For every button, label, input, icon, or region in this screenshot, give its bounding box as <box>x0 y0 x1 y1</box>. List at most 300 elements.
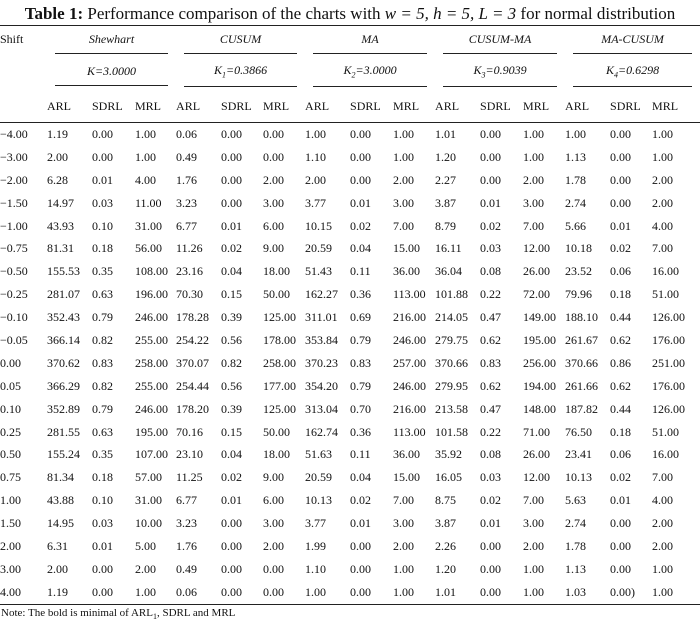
shift-cell: 3.00 <box>0 561 21 576</box>
value-cell: 1.00 <box>652 149 674 164</box>
value-cell: 216.00 <box>393 401 427 416</box>
value-cell: 0.08 <box>480 264 502 279</box>
value-cell: 162.27 <box>305 287 339 302</box>
value-cell: 0.04 <box>221 264 243 279</box>
value-cell: 0.01 <box>350 195 372 210</box>
value-cell: 0.02 <box>480 218 502 233</box>
value-cell: 1.99 <box>305 538 327 553</box>
value-cell: 0.82 <box>92 332 113 347</box>
value-cell: 0.02 <box>480 493 502 508</box>
value-cell: 16.11 <box>435 241 462 256</box>
value-cell: 0.82 <box>221 355 243 370</box>
shift-cell: 4.00 <box>0 584 21 599</box>
value-cell: 43.93 <box>47 218 74 233</box>
value-cell: 0.00 <box>350 538 372 553</box>
value-cell: 70.16 <box>176 424 204 439</box>
k-value-row <box>0 60 700 90</box>
value-cell: 0.62 <box>610 378 632 393</box>
value-cell: 2.00 <box>523 538 545 553</box>
value-cell: 0.00 <box>480 538 502 553</box>
value-cell: 0.03 <box>92 195 113 210</box>
value-cell: 1.00 <box>393 149 415 164</box>
table-row <box>0 443 700 466</box>
table-row <box>0 306 700 329</box>
value-cell: 1.00 <box>565 126 587 141</box>
value-cell: 57.00 <box>135 470 162 485</box>
value-cell: 281.07 <box>47 287 80 302</box>
metric-header-arl: ARL <box>47 98 71 113</box>
value-cell: 1.00 <box>652 584 674 599</box>
shift-cell: 0.05 <box>0 378 21 393</box>
value-cell: 35.92 <box>435 447 463 462</box>
value-cell: 7.00 <box>523 493 545 508</box>
value-cell: 213.58 <box>435 401 469 416</box>
value-cell: 3.77 <box>305 195 327 210</box>
value-cell: 0.15 <box>221 287 243 302</box>
value-cell: 125.00 <box>263 310 297 325</box>
value-cell: 9.00 <box>263 241 285 256</box>
metric-header-row <box>0 90 700 123</box>
value-cell: 0.83 <box>350 355 372 370</box>
value-cell: 176.00 <box>652 378 686 393</box>
value-cell: 0.18 <box>92 470 113 485</box>
value-cell: 1.00 <box>393 561 415 576</box>
k-value-cusum: $K_1=0.3866$ <box>176 60 305 90</box>
value-cell: 194.00 <box>523 378 557 393</box>
value-cell: 7.00 <box>393 218 415 233</box>
value-cell: 149.00 <box>523 310 557 325</box>
metric-header-arl: ARL <box>565 98 590 113</box>
value-cell: 0.39 <box>221 401 243 416</box>
value-cell: 0.69 <box>350 310 372 325</box>
value-cell: 0.11 <box>350 264 371 279</box>
value-cell: 36.00 <box>393 447 421 462</box>
table-row <box>0 466 700 489</box>
caption-params: w = 5, h = 5, L = 3 <box>384 4 517 23</box>
value-cell: 370.66 <box>435 355 469 370</box>
value-cell: 0.03 <box>92 516 113 531</box>
value-cell: 246.00 <box>393 332 427 347</box>
value-cell: 0.01 <box>610 218 632 233</box>
value-cell: 81.31 <box>47 241 74 256</box>
value-cell: 0.10 <box>92 218 113 233</box>
value-cell: 0.00 <box>350 584 372 599</box>
value-cell: 0.79 <box>92 310 113 325</box>
value-cell: 0.00 <box>263 561 285 576</box>
value-cell: 0.10 <box>92 493 113 508</box>
performance-table <box>0 25 700 605</box>
value-cell: 0.79 <box>350 332 372 347</box>
value-cell: 2.00 <box>523 172 545 187</box>
value-cell: 0.22 <box>480 287 502 302</box>
value-cell: 10.15 <box>305 218 333 233</box>
value-cell: 18.00 <box>263 447 291 462</box>
value-cell: 0.02 <box>610 470 632 485</box>
value-cell: 1.00 <box>305 584 327 599</box>
value-cell: 3.87 <box>435 516 457 531</box>
shift-cell: 0.75 <box>0 470 21 485</box>
value-cell: 3.87 <box>435 195 457 210</box>
shift-cell: −0.05 <box>0 332 28 347</box>
value-cell: 196.00 <box>135 287 168 302</box>
value-cell: 0.18 <box>610 424 632 439</box>
shift-header: Shift <box>0 32 24 46</box>
value-cell: 0.15 <box>221 424 243 439</box>
shift-cell: −4.00 <box>0 126 28 141</box>
value-cell: 0.47 <box>480 401 502 416</box>
value-cell: 2.00 <box>652 195 674 210</box>
value-cell: 281.55 <box>47 424 80 439</box>
value-cell: 0.04 <box>350 470 372 485</box>
value-cell: 1.13 <box>565 561 587 576</box>
value-cell: 0.08 <box>480 447 502 462</box>
value-cell: 353.84 <box>305 332 339 347</box>
value-cell: 2.00 <box>393 538 415 553</box>
shift-cell: 0.50 <box>0 447 21 462</box>
value-cell: 0.62 <box>610 332 632 347</box>
metric-header-arl: ARL <box>305 98 330 113</box>
metric-header-arl: ARL <box>435 98 460 113</box>
value-cell: 2.26 <box>435 538 457 553</box>
metric-header-mrl: MRL <box>135 98 162 113</box>
value-cell: 0.36 <box>350 287 372 302</box>
value-cell: 3.00 <box>393 195 415 210</box>
value-cell: 0.00 <box>221 516 243 531</box>
value-cell: 1.00 <box>393 126 415 141</box>
shift-cell: 0.00 <box>0 355 21 370</box>
value-cell: 10.00 <box>135 516 162 531</box>
value-cell: 0.63 <box>92 287 113 302</box>
value-cell: 0.01 <box>480 195 502 210</box>
value-cell: 188.10 <box>565 310 599 325</box>
value-cell: 1.78 <box>565 538 587 553</box>
value-cell: 0.56 <box>221 378 243 393</box>
value-cell: 255.00 <box>135 378 168 393</box>
value-cell: 0.00 <box>221 195 243 210</box>
value-cell: 178.20 <box>176 401 210 416</box>
value-cell: 51.43 <box>305 264 333 279</box>
shift-cell: −0.10 <box>0 310 28 325</box>
value-cell: 0.00 <box>480 126 502 141</box>
shift-cell: −3.00 <box>0 149 28 164</box>
value-cell: 101.58 <box>435 424 469 439</box>
value-cell: 0.02 <box>350 218 372 233</box>
value-cell: 1.76 <box>176 172 198 187</box>
value-cell: 7.00 <box>393 493 415 508</box>
table-row <box>0 146 700 169</box>
value-cell: 257.00 <box>393 355 427 370</box>
value-cell: 2.00 <box>135 561 156 576</box>
value-cell: 0.00 <box>610 538 632 553</box>
value-cell: 126.00 <box>652 401 686 416</box>
group-header-shewhart: Shewhart <box>47 26 176 61</box>
value-cell: 0.35 <box>92 264 113 279</box>
value-cell: 4.00 <box>652 218 674 233</box>
value-cell: 7.00 <box>523 218 545 233</box>
value-cell: 1.01 <box>435 126 457 141</box>
value-cell: 246.00 <box>393 378 427 393</box>
value-cell: 0.49 <box>176 149 198 164</box>
value-cell: 3.77 <box>305 516 327 531</box>
table-row <box>0 375 700 398</box>
value-cell: 2.00 <box>47 149 68 164</box>
value-cell: 0.01 <box>92 538 113 553</box>
table-row <box>0 512 700 535</box>
value-cell: 2.00 <box>652 172 674 187</box>
value-cell: 0.02 <box>350 493 372 508</box>
table-row <box>0 581 700 604</box>
value-cell: 366.29 <box>47 378 80 393</box>
k-value-shewhart: K=3.0000 <box>47 60 176 90</box>
table-note: Note: The bold is minimal of $ARL_1$, SDRL and MRL <box>1 606 236 621</box>
value-cell: 0.39 <box>221 310 243 325</box>
value-cell: 1.10 <box>305 561 327 576</box>
value-cell: 3.00 <box>523 516 545 531</box>
value-cell: 1.10 <box>305 149 327 164</box>
value-cell: 126.00 <box>652 310 686 325</box>
metric-header-mrl: MRL <box>523 98 550 113</box>
value-cell: 1.01 <box>435 584 457 599</box>
value-cell: 107.00 <box>135 447 168 462</box>
value-cell: 81.34 <box>47 470 74 485</box>
value-cell: 23.41 <box>565 447 593 462</box>
value-cell: 0.04 <box>350 241 372 256</box>
shift-cell: −1.00 <box>0 218 28 233</box>
value-cell: 0.00 <box>480 172 502 187</box>
value-cell: 0.00 <box>350 126 372 141</box>
value-cell: 2.74 <box>565 516 587 531</box>
value-cell: 14.97 <box>47 195 74 210</box>
value-cell: 72.00 <box>523 287 551 302</box>
value-cell: 0.86 <box>610 355 632 370</box>
value-cell: 0.11 <box>350 447 371 462</box>
value-cell: 43.88 <box>47 493 74 508</box>
shift-cell: −0.75 <box>0 241 28 256</box>
value-cell: 0.00) <box>610 584 636 599</box>
value-cell: 279.95 <box>435 378 469 393</box>
value-cell: 0.00 <box>263 149 285 164</box>
value-cell: 2.00 <box>652 538 674 553</box>
value-cell: 370.23 <box>305 355 339 370</box>
metric-header-mrl: MRL <box>393 98 420 113</box>
value-cell: 0.01 <box>350 516 372 531</box>
value-cell: 0.00 <box>221 538 243 553</box>
value-cell: 18.00 <box>263 264 291 279</box>
value-cell: 51.00 <box>652 287 680 302</box>
value-cell: 0.47 <box>480 310 502 325</box>
shift-cell: 1.00 <box>0 493 21 508</box>
value-cell: 0.49 <box>176 561 198 576</box>
value-cell: 366.14 <box>47 332 80 347</box>
value-cell: 370.07 <box>176 355 210 370</box>
value-cell: 113.00 <box>393 424 426 439</box>
value-cell: 31.00 <box>135 218 162 233</box>
value-cell: 12.00 <box>523 241 551 256</box>
value-cell: 3.00 <box>263 195 285 210</box>
value-cell: 11.25 <box>176 470 203 485</box>
value-cell: 0.02 <box>221 470 243 485</box>
value-cell: 8.79 <box>435 218 457 233</box>
value-cell: 0.00 <box>480 584 502 599</box>
value-cell: 0.01 <box>480 516 502 531</box>
value-cell: 0.00 <box>263 584 285 599</box>
value-cell: 254.22 <box>176 332 210 347</box>
table-row <box>0 329 700 352</box>
value-cell: 177.00 <box>263 378 297 393</box>
shift-cell: −0.50 <box>0 264 28 279</box>
table-row <box>0 535 700 558</box>
value-cell: 6.28 <box>47 172 68 187</box>
value-cell: 246.00 <box>135 401 168 416</box>
value-cell: 0.00 <box>92 149 113 164</box>
value-cell: 352.89 <box>47 401 80 416</box>
value-cell: 370.66 <box>565 355 599 370</box>
value-cell: 26.00 <box>523 447 551 462</box>
value-cell: 0.44 <box>610 401 632 416</box>
value-cell: 370.62 <box>47 355 80 370</box>
value-cell: 0.00 <box>480 149 502 164</box>
value-cell: 352.43 <box>47 310 80 325</box>
table-row <box>0 237 700 260</box>
value-cell: 0.35 <box>92 447 113 462</box>
table-caption <box>0 3 700 25</box>
value-cell: 0.01 <box>92 172 113 187</box>
value-cell: 0.00 <box>221 584 243 599</box>
value-cell: 23.16 <box>176 264 204 279</box>
value-cell: 2.00 <box>47 561 68 576</box>
value-cell: 0.62 <box>480 332 502 347</box>
value-cell: 0.06 <box>176 126 198 141</box>
value-cell: 4.00 <box>652 493 674 508</box>
value-cell: 15.00 <box>393 241 421 256</box>
group-header-cusum-ma: CUSUM-MA <box>435 26 565 61</box>
value-cell: 0.62 <box>480 378 502 393</box>
metric-header-sdrl: SDRL <box>480 98 511 113</box>
value-cell: 0.00 <box>350 149 372 164</box>
value-cell: 0.00 <box>350 172 372 187</box>
value-cell: 155.24 <box>47 447 80 462</box>
table-row <box>0 489 700 512</box>
group-header-cusum: CUSUM <box>176 26 305 61</box>
table-row <box>0 398 700 421</box>
value-cell: 16.00 <box>652 264 680 279</box>
value-cell: 1.03 <box>565 584 587 599</box>
value-cell: 20.59 <box>305 241 333 256</box>
value-cell: 6.77 <box>176 218 198 233</box>
value-cell: 0.36 <box>350 424 372 439</box>
value-cell: 4.00 <box>135 172 156 187</box>
value-cell: 313.04 <box>305 401 339 416</box>
value-cell: 246.00 <box>135 310 168 325</box>
value-cell: 1.20 <box>435 149 457 164</box>
metric-header-sdrl: SDRL <box>610 98 641 113</box>
value-cell: 0.01 <box>221 218 243 233</box>
value-cell: 261.67 <box>565 332 599 347</box>
shift-cell: 0.25 <box>0 424 21 439</box>
value-cell: 0.00 <box>92 126 113 141</box>
value-cell: 26.00 <box>523 264 551 279</box>
value-cell: 101.88 <box>435 287 469 302</box>
value-cell: 0.00 <box>221 126 243 141</box>
value-cell: 10.13 <box>305 493 333 508</box>
value-cell: 12.00 <box>523 470 551 485</box>
value-cell: 1.20 <box>435 561 457 576</box>
value-cell: 254.44 <box>176 378 210 393</box>
value-cell: 5.66 <box>565 218 587 233</box>
value-cell: 36.00 <box>393 264 421 279</box>
value-cell: 0.02 <box>221 241 243 256</box>
value-cell: 2.00 <box>652 516 674 531</box>
value-cell: 1.19 <box>47 584 68 599</box>
value-cell: 2.27 <box>435 172 457 187</box>
value-cell: 178.28 <box>176 310 210 325</box>
value-cell: 1.13 <box>565 149 587 164</box>
value-cell: 15.00 <box>393 470 421 485</box>
table-row <box>0 352 700 375</box>
value-cell: 23.52 <box>565 264 593 279</box>
value-cell: 0.00 <box>92 561 113 576</box>
shift-cell: −2.00 <box>0 172 28 187</box>
value-cell: 256.00 <box>523 355 557 370</box>
value-cell: 1.00 <box>305 126 327 141</box>
value-cell: 1.00 <box>523 561 545 576</box>
table-row <box>0 558 700 581</box>
value-cell: 1.19 <box>47 126 68 141</box>
value-cell: 261.66 <box>565 378 599 393</box>
caption-text: Performance comparison of the charts with <box>87 4 381 23</box>
value-cell: 279.75 <box>435 332 469 347</box>
value-cell: 0.00 <box>350 561 372 576</box>
value-cell: 3.00 <box>263 516 285 531</box>
value-cell: 214.05 <box>435 310 469 325</box>
table-body <box>0 123 700 605</box>
value-cell: 0.00 <box>610 516 632 531</box>
value-cell: 1.00 <box>652 126 674 141</box>
group-header-ma: MA <box>305 26 435 61</box>
value-cell: 56.00 <box>135 241 162 256</box>
value-cell: 6.00 <box>263 493 285 508</box>
shift-cell: 2.00 <box>0 538 21 553</box>
value-cell: 79.96 <box>565 287 593 302</box>
value-cell: 0.00 <box>610 561 632 576</box>
value-cell: 76.50 <box>565 424 593 439</box>
value-cell: 3.23 <box>176 195 198 210</box>
value-cell: 0.63 <box>92 424 113 439</box>
value-cell: 0.04 <box>221 447 243 462</box>
value-cell: 216.00 <box>393 310 427 325</box>
value-cell: 2.00 <box>263 172 285 187</box>
metric-header-mrl: MRL <box>263 98 290 113</box>
table-row <box>0 283 700 306</box>
value-cell: 108.00 <box>135 264 168 279</box>
value-cell: 0.18 <box>610 287 632 302</box>
value-cell: 0.06 <box>610 447 632 462</box>
value-cell: 5.63 <box>565 493 587 508</box>
metric-header-sdrl: SDRL <box>350 98 381 113</box>
value-cell: 1.00 <box>523 126 545 141</box>
value-cell: 155.53 <box>47 264 80 279</box>
value-cell: 1.00 <box>135 584 156 599</box>
value-cell: 1.76 <box>176 538 198 553</box>
value-cell: 1.00 <box>393 584 415 599</box>
table-row <box>0 260 700 283</box>
value-cell: 0.00 <box>221 149 243 164</box>
value-cell: 10.18 <box>565 241 593 256</box>
value-cell: 2.00 <box>393 172 415 187</box>
value-cell: 50.00 <box>263 287 291 302</box>
value-cell: 0.06 <box>176 584 198 599</box>
value-cell: 11.26 <box>176 241 203 256</box>
